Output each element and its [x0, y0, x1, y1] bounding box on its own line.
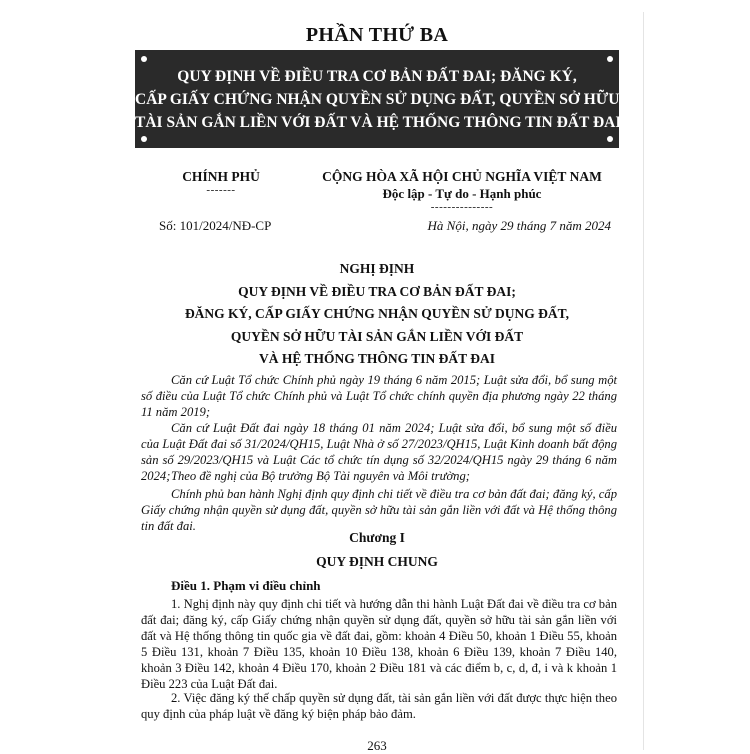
banner-corner-rivet — [141, 136, 147, 142]
part-title: PHẦN THỨ BA — [305, 24, 449, 46]
national-motto: Độc lập - Tự do - Hạnh phúc — [382, 186, 542, 201]
document-date: Hà Nội, ngày 29 tháng 7 năm 2024 — [427, 218, 611, 233]
document-page — [111, 12, 644, 753]
national-header — [307, 168, 617, 213]
decree-title-line: QUYỀN SỞ HỮU TÀI SẢN GẮN LIỀN VỚI ĐẤT — [230, 328, 524, 344]
decree-type: NGHỊ ĐỊNH — [339, 261, 415, 276]
nation-name: CỘNG HÒA XÃ HỘI CHỦ NGHĨA VIỆT NAM — [322, 169, 602, 184]
motto-divider: --------------- — [430, 201, 494, 213]
decree-title-line: ĐĂNG KÝ, CẤP GIẤY CHỨNG NHẬN QUYỀN SỬ DỤNG ĐẤT, — [184, 306, 570, 321]
page-number: 263 — [367, 738, 387, 753]
issuer-divider: ------- — [206, 184, 236, 196]
preamble-paragraph: Chính phủ ban hành Nghị định quy định chi tiết về điều tra cơ bản đất đai; đăng ký, cấp Giấy chứng nhận quyền sử dụng đất, quyền sở hữu tài sản gắn liền với đất và Hệ thống thông tin đất đai. — [141, 487, 617, 533]
decree-title-line: QUY ĐỊNH VỀ ĐIỀU TRA CƠ BẢN ĐẤT ĐAI; — [238, 283, 516, 299]
article-clause: 2. Việc đăng ký thế chấp quyền sử dụng đất, tài sản gắn liền với đất được thực hiện theo quy định của pháp luật về đăng ký biện pháp bảo đảm. — [141, 691, 617, 721]
document-number: Số: 101/2024/NĐ-CP — [159, 218, 272, 233]
preamble-paragraph: Căn cứ Luật Tổ chức Chính phủ ngày 19 tháng 6 năm 2015; Luật sửa đổi, bổ sung một số điều của Luật Tổ chức Chính phủ và Luật Tổ chức chính quyền địa phương ngày 22 tháng 11 năm 2019; — [141, 373, 617, 419]
banner-line: CẤP GIẤY CHỨNG NHẬN QUYỀN SỬ DỤNG ĐẤT, QUYỀN SỞ HỮU — [135, 91, 620, 108]
issuer-name: CHÍNH PHỦ — [182, 169, 260, 184]
banner-line: QUY ĐỊNH VỀ ĐIỀU TRA CƠ BẢN ĐẤT ĐAI; ĐĂNG KÝ, — [177, 68, 577, 85]
banner-corner-rivet — [607, 136, 613, 142]
preamble-paragraph: Căn cứ Luật Đất đai ngày 18 tháng 01 năm 2024; Luật sửa đổi, bổ sung một số điều của Luật Đất đai số 31/2024/QH15, Luật Nhà ở số 27/2023/QH15, Luật Kinh doanh bất động sản số 29/2023/QH15 và Luật Các tổ chức tín dụng số 32/2024/QH15 ngày 29 tháng 6 năm 2024; — [141, 421, 617, 483]
banner-corner-rivet — [607, 56, 613, 62]
article-clause: 1. Nghị định này quy định chi tiết và hướng dẫn thi hành Luật Đất đai về điều tra cơ bản đất đai; đăng ký, cấp Giấy chứng nhận quyền sử dụng đất, quyền sở hữu tài sản gắn liền với đất và Hệ thống thông tin quốc gia về đất đai, gồm: khoản 4 Điều 50, khoản 1 Điều 55, khoản 5 Điều 131, khoản 7 Điều 135, khoản 10 Điều 138, khoản 6 Điều 139, khoản 7 Điều 140, khoản 3 Điều 142, khoản 4 Điều 170, khoản 2 Điều 181 và các điểm b, c, d, đ, i và k khoản 1 Điều 223 của Luật Đất đai. — [141, 597, 617, 691]
part-banner — [135, 50, 622, 148]
banner-line: TÀI SẢN GẮN LIỀN VỚI ĐẤT VÀ HỆ THỐNG THÔNG TIN ĐẤT ĐAI — [135, 114, 622, 131]
article-title: Điều 1. Phạm vi điều chỉnh — [171, 578, 321, 593]
decree-title-line: VÀ HỆ THỐNG THÔNG TIN ĐẤT ĐAI — [258, 351, 496, 366]
chapter-title: QUY ĐỊNH CHUNG — [316, 554, 438, 569]
chapter-number: Chương I — [349, 530, 405, 545]
banner-corner-rivet — [141, 56, 147, 62]
issuer-block — [151, 168, 291, 196]
preamble-paragraph: Theo đề nghị của Bộ trưởng Bộ Tài nguyên và Môi trường; — [171, 469, 470, 483]
decree-heading — [111, 258, 643, 371]
